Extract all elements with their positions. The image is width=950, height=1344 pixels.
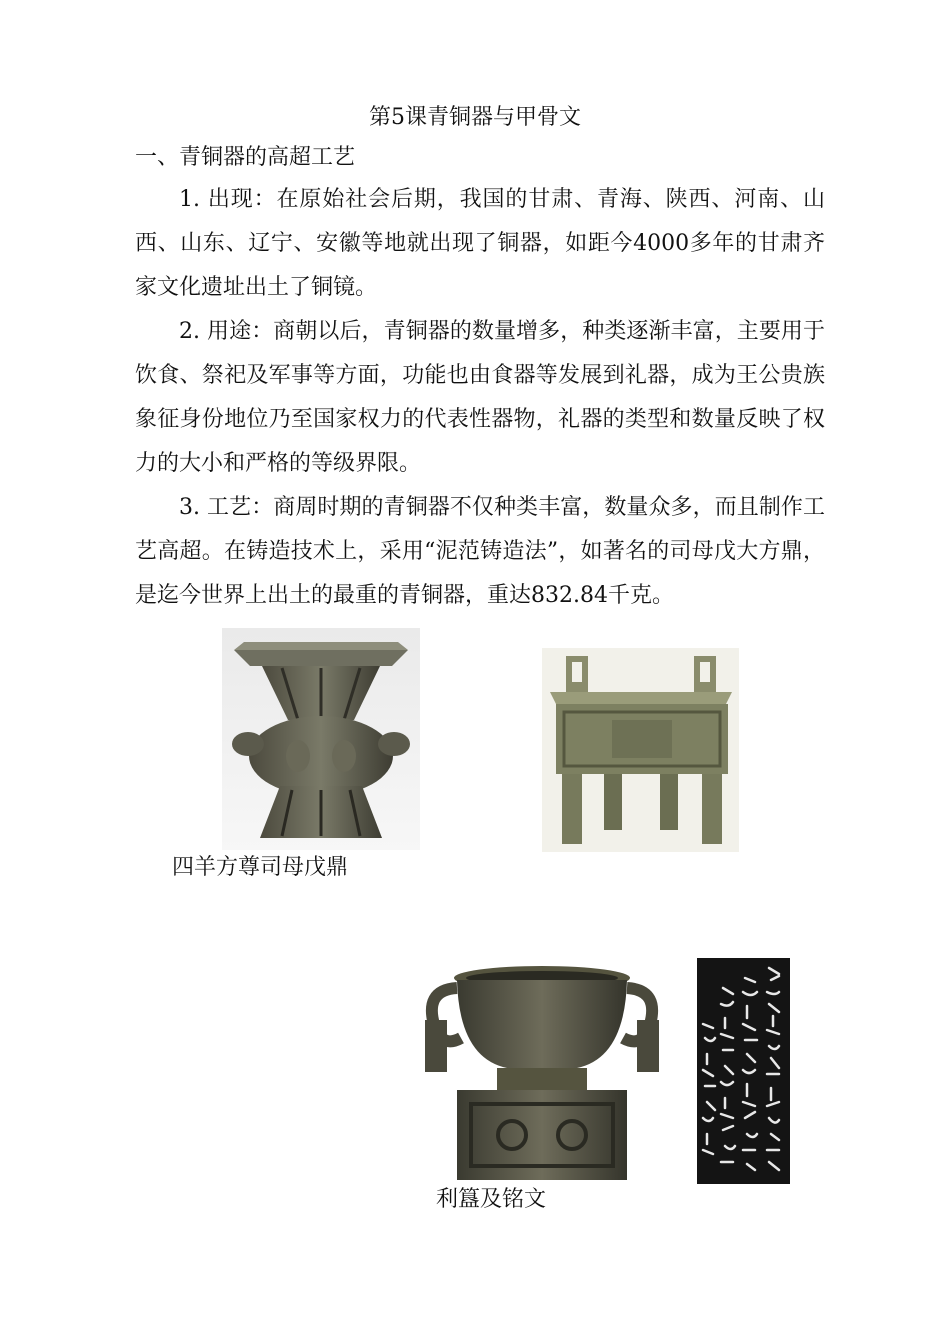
li-gui-inscription-rubbing — [697, 958, 790, 1184]
caption-zun-and-ding: 四羊方尊司母戊鼎 — [172, 855, 349, 880]
paragraph-usage: 2. 用途：商朝以后，青铜器的数量增多，种类逐渐丰富，主要用于饮食、祭祀及军事等方面，功能也由食器等发展到礼器，成为王公贵族象征身份地位乃至国家权力的代表性器物，礼器的类型和数量反映了权力的大小和严格的等级界限。 — [135, 319, 825, 476]
simuwu-ding-photo — [542, 648, 739, 852]
four-ram-zun-photo — [222, 628, 420, 850]
caption-li-gui: 利簋及铭文 — [436, 1187, 547, 1212]
page-title: 第5课青铜器与甲骨文 — [369, 105, 581, 130]
li-gui-photo — [417, 958, 667, 1184]
section-heading: 一、青铜器的高超工艺 — [135, 145, 356, 170]
paragraph-origin: 1. 出现：在原始社会后期，我国的甘肃、青海、陕西、河南、山西、山东、辽宁、安徽等地就出现了铜器，如距今4000多年的甘肃齐家文化遗址出土了铜镜。 — [135, 187, 825, 300]
paragraph-craft: 3. 工艺：商周时期的青铜器不仅种类丰富，数量众多，而且制作工艺高超。在铸造技术上，采用“泥范铸造法”，如著名的司母戊大方鼎，是迄今世界上出土的最重的青铜器，重达832.84千克。 — [135, 495, 825, 608]
